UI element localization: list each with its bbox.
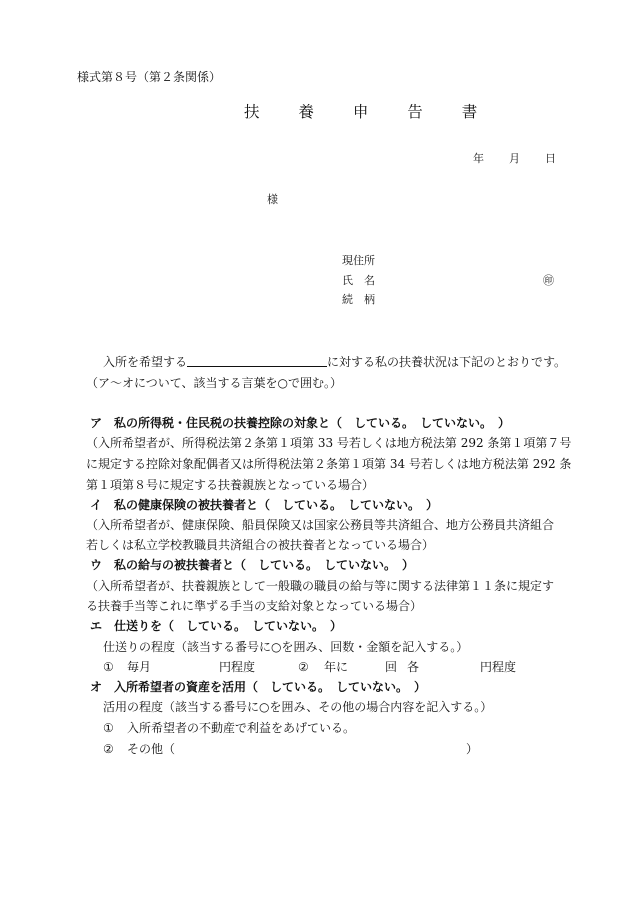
item-o-option-2-number: ②: [103, 742, 114, 756]
item-e-option-2-number: ②: [298, 660, 309, 674]
applicant-name-blank: [187, 354, 327, 367]
item-e-heading: エ 仕送りを（ している。 していない。 ）: [90, 619, 343, 633]
item-u-note-2: る扶養手当等これに準ずる手当の支給対象となっている場合）: [86, 599, 423, 613]
item-i-heading: イ 私の健康保険の被扶養者と（ している。 していない。 ）: [90, 498, 439, 512]
item-e-option-2-times: 回: [385, 660, 398, 674]
item-e-option-1-number: ①: [103, 660, 114, 674]
item-e-option-1-monthly: 毎月: [127, 660, 152, 674]
item-i-note-2: 若しくは私立学校教職員共済組合の被扶養者となっている場合）: [86, 538, 435, 552]
date-day-label: 日: [545, 152, 556, 165]
intro-line-1: [103, 354, 566, 369]
form-number: 様式第８号（第２条関係）: [77, 70, 222, 84]
seal-mark: ㊞: [543, 274, 554, 287]
item-a-note-2: に規定する控除対象配偶者又は所得税法第２条第１項第 34 号若しくは地方税法第 292 条: [86, 457, 572, 471]
date-month-label: 月: [509, 152, 520, 165]
intro-suffix: に対する私の扶養状況は下記のとおりです。: [327, 355, 567, 369]
address-label: 現住所: [342, 254, 375, 267]
item-e-option-1-yen: 円程度: [219, 660, 256, 674]
item-o-option-1-number: ①: [103, 721, 114, 735]
item-e-option-2-yen: 円程度: [480, 660, 517, 674]
name-label: 氏 名: [342, 274, 375, 287]
item-o-option-1-text: 入所希望者の不動産で利益をあげている。: [127, 721, 356, 735]
item-a-note-1: （入所希望者が、所得税法第２条第１項第 33 号若しくは地方税法第 292 条第１項第７号: [86, 436, 572, 450]
item-o-option-2-close: ）: [466, 742, 479, 756]
item-e-subheading: 仕送りの程度（該当する番号に○を囲み、回数・金額を記入する。）: [103, 640, 469, 654]
item-o-option-2-text: その他（: [127, 742, 176, 756]
item-u-heading: ウ 私の給与の被扶養者と（ している。 していない。 ）: [90, 558, 415, 572]
date-year-label: 年: [473, 152, 484, 165]
intro-line-2: （ア～オについて、該当する言葉を○で囲む。）: [86, 376, 342, 390]
item-u-note-1: （入所希望者が、扶養親族として一般職の職員の給与等に関する法律第１１条に規定す: [86, 579, 555, 593]
item-i-note-1: （入所希望者が、健康保険、船員保険又は国家公務員等共済組合、地方公務員共済組合: [86, 518, 555, 532]
item-a-heading: ア 私の所得税・住民税の扶養控除の対象と（ している。 していない。 ）: [90, 416, 511, 430]
addressee-suffix: 様: [267, 193, 278, 206]
item-o-subheading: 活用の程度（該当する番号に○を囲み、その他の場合内容を記入する。）: [103, 700, 493, 714]
item-o-heading: オ 入所希望者の資産を活用（ している。 していない。 ）: [90, 680, 427, 694]
item-e-option-2-yearly: 年に: [324, 660, 349, 674]
intro-prefix: 入所を希望する: [103, 355, 188, 369]
item-e-option-2-each: 各: [407, 660, 420, 674]
item-a-note-3: 第１項第８号に規定する扶養親族となっている場合）: [86, 478, 375, 492]
relation-label: 続 柄: [342, 293, 375, 306]
page-title: 扶 養 申 告 書: [244, 103, 495, 121]
